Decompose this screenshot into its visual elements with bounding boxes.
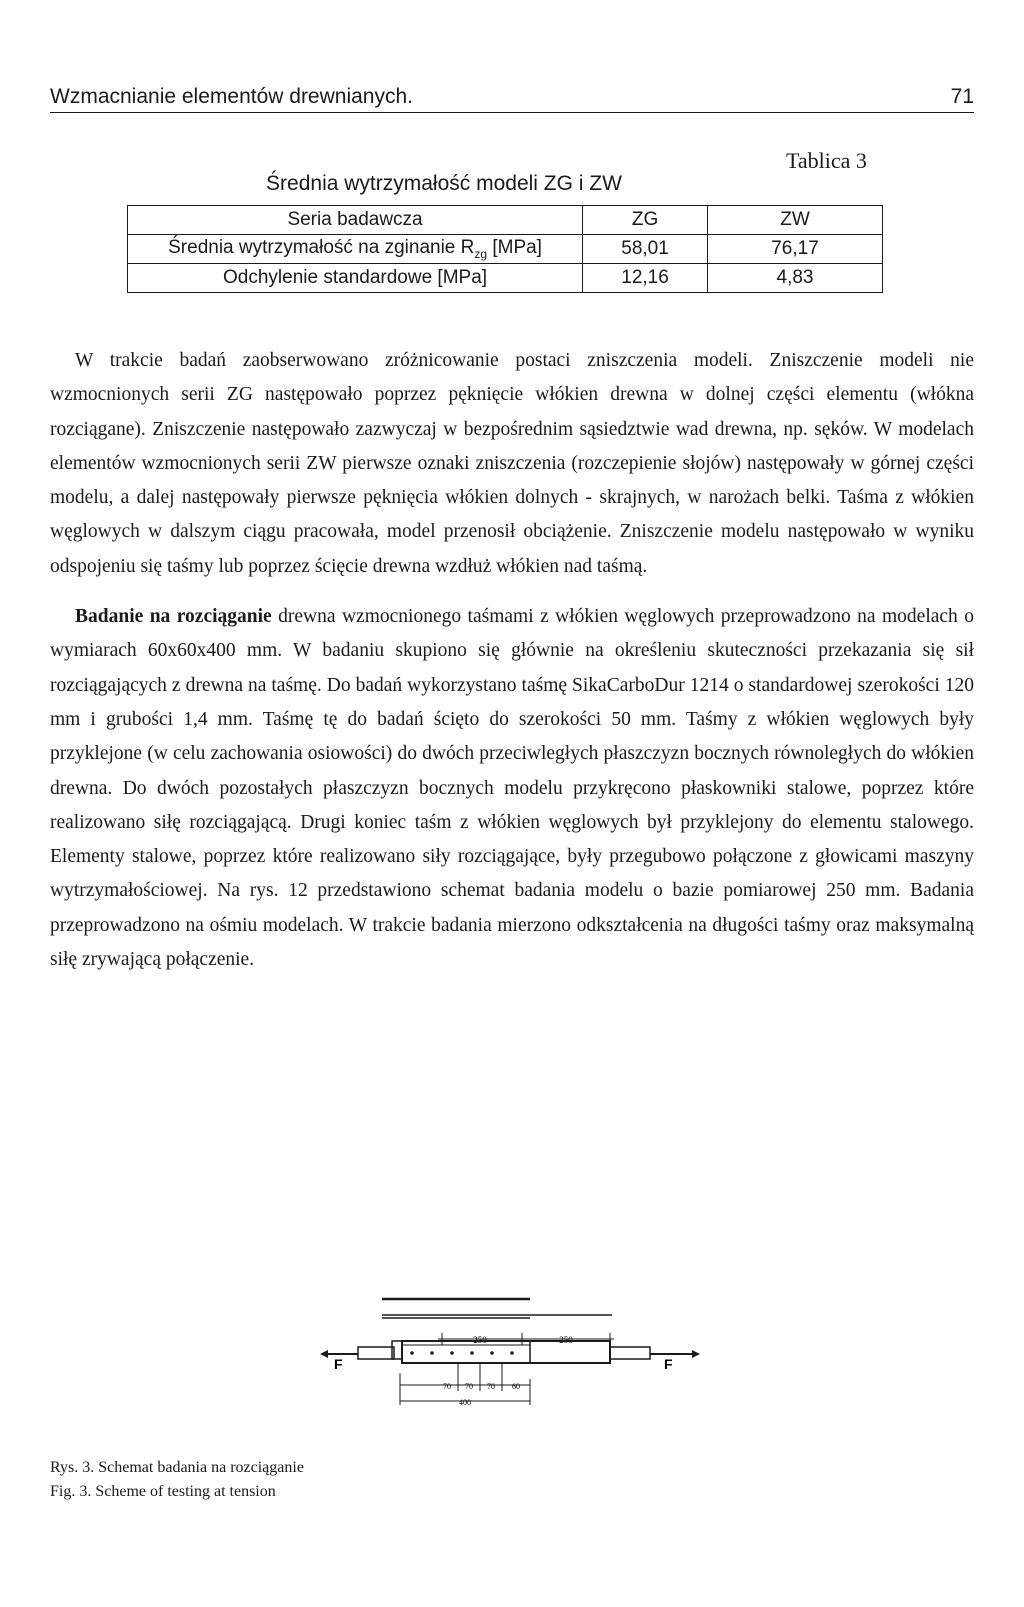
- caption-pl: Rys. 3. Schemat badania na rozciąganie: [50, 1459, 304, 1476]
- results-table: [127, 205, 883, 293]
- table-cell-label: Średnia wytrzymałość na zginanie $R_{zg}$ [MPa]: [128, 235, 583, 264]
- body-text: [50, 344, 974, 977]
- caption-en: Fig. 3. Scheme of testing at tension: [50, 1483, 276, 1500]
- figure-force-left: F: [334, 1356, 343, 1372]
- running-header: [50, 84, 974, 113]
- page-number: 71: [950, 85, 974, 108]
- paragraph-lead-bold: Badanie na rozciąganie: [75, 606, 272, 628]
- table-header-zw: ZW: [708, 206, 883, 235]
- table-cell-zw: 4,83: [708, 264, 883, 293]
- running-title: Wzmacnianie elementów drewnianych.: [50, 85, 413, 108]
- figure-captions: [50, 1456, 304, 1504]
- table-header-row: [128, 206, 883, 235]
- paragraph-tension-test: Badanie na rozciąganie drewna wzmocnionego taśmami z włókien węglowych przeprowadzono na modelach o wymiarach 60x60x400 mm. W badaniu skupiono się głównie na określeniu skuteczności przekazania się sił rozciągających z drewna na taśmę. Do badań wykorzystano taśmę SikaCarboDur 1214 o standardowej szerokości 120 mm i grubości 1,4 mm. Taśmę tę do badań ścięto do szerokości 50 mm. Taśmy z włókien węglowych były przyklejone (w celu zachowania osiowości) do dwóch przeciwległych płaszczyzn bocznych równoległych do włókien drewna. Do dwóch pozostałych płaszczyzn bocznych modelu przykręcono płaskowniki stalowe, poprzez które realizowano siłę rozciągającą. Drugi koniec taśm z włókien węglowych był przyklejony do elementu stalowego. Elementy stalowe, poprzez które realizowano siły rozciągające, były przegubowo połączone z głowicami maszyny wytrzymałościowej. Na rys. 12 przedstawiono schemat badania modelu o bazie pomiarowej 250 mm. Badania przeprowadzono na ośmiu modelach. W trakcie badania mierzono odkształcenia na długości taśmy oraz maksymalną siłę zrywającą połączenie.: [50, 606, 974, 971]
- table-number: Tablica 3: [786, 148, 867, 173]
- figure-dim-top-1: 250: [473, 1335, 487, 1345]
- table-title: Średnia wytrzymałość modeli ZG i ZW: [266, 172, 622, 195]
- table-cell-zw: 76,17: [708, 235, 883, 264]
- figure-dim-bottom-1: 70: [443, 1382, 451, 1391]
- figure-gauge-points: [410, 1351, 514, 1355]
- table-cell-label: Odchylenie standardowe [MPa]: [128, 264, 583, 293]
- figure-dim-bottom-3: 70: [487, 1382, 495, 1391]
- figure-steel-plate-right: [610, 1347, 650, 1359]
- table-header-series: Seria badawcza: [128, 206, 583, 235]
- table-header-zg: ZG: [583, 206, 708, 235]
- figure-force-right: F: [664, 1356, 673, 1372]
- table-row: [128, 235, 883, 264]
- figure-dim-bottom-4: 60: [512, 1382, 520, 1391]
- table-cell-zg: 58,01: [583, 235, 708, 264]
- figure-dim-top-2: 250: [559, 1335, 573, 1345]
- figure-dim-bottom-2: 70: [465, 1382, 473, 1391]
- tension-test-scheme: [320, 1295, 700, 1455]
- paragraph-failure-modes: W trakcie badań zaobserwowano zróżnicowanie postaci zniszczenia modeli. Zniszczenie modeli nie wzmocnionych serii ZG następowało poprzez pęknięcie włókien drewna w dolnej części elementu (włókna rozciągane). Zniszczenie następowało zazwyczaj w bezpośrednim sąsiedztwie wad drewna, np. sęków. W modelach elementów wzmocnionych serii ZW pierwsze oznaki zniszczenia (rozczepienie słojów) następowały w górnej części modelu, a dalej następowały pierwsze pęknięcia włókien dolnych - skrajnych, w narożach belki. Taśma z włókien węglowych w dalszym ciągu pracowała, model przenosił obciążenie. Zniszczenie modelu następowało w wyniku odspojeniu się taśmy lub poprzez ścięcie drewna wzdłuż włókien nad taśmą.: [50, 350, 974, 577]
- figure-dim-total: 400: [459, 1398, 471, 1407]
- table-cell-zg: 12,16: [583, 264, 708, 293]
- figure-steel-plate-left: [358, 1347, 394, 1359]
- table-row: [128, 264, 883, 293]
